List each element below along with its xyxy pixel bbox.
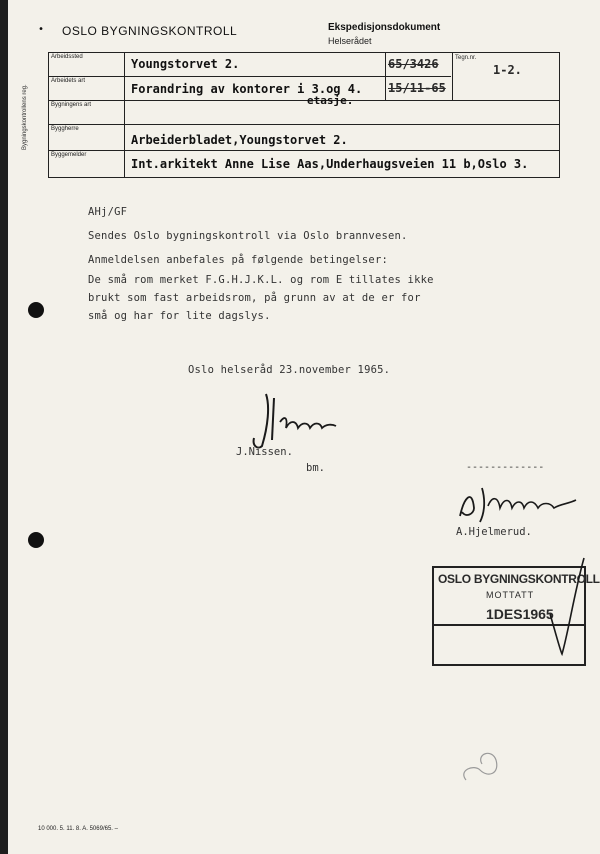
stamp-received: MOTTATT xyxy=(486,590,535,600)
stamp-org: OSLO BYGNINGSKONTROLL xyxy=(438,572,600,586)
label-arbeidssted: Arbeidssted xyxy=(49,53,125,77)
body-line-3: De små rom merket F.G.H.J.K.L. og rom E tillates ikke xyxy=(88,274,434,286)
tegn-label: Tegn.nr. xyxy=(455,55,477,61)
signature-hjelmerud xyxy=(454,478,584,528)
body-line-5: små og har for lite dagslys. xyxy=(88,310,271,322)
label-byggemelder: Byggemelder xyxy=(49,151,125,177)
body-line-2: Anmeldelsen anbefales på følgende betingelser: xyxy=(88,254,388,266)
signature-left-name: J.Nissen. xyxy=(236,446,293,458)
tegn-value: 1-2. xyxy=(493,63,522,77)
punch-hole xyxy=(28,532,44,548)
punch-hole xyxy=(28,302,44,318)
form-table xyxy=(48,52,560,178)
document-type: Ekspedisjonsdokument xyxy=(328,22,441,33)
handwritten-mark xyxy=(456,740,506,790)
signature-dash-line: ------------- xyxy=(466,462,545,473)
label-arbeidets-art: Arbeidets art xyxy=(49,77,125,101)
stamp-pen-mark xyxy=(548,554,588,664)
print-code: 10 000. 5. 11. 8. A. 5069/65. – xyxy=(38,826,118,832)
header-mark: • xyxy=(38,24,45,35)
signature-right-name: A.Hjelmerud. xyxy=(456,526,532,538)
body-line-4: brukt som fast arbeidsrom, på grunn av at de er for xyxy=(88,292,421,304)
value-arbeidets-art: Forandring av kontorer i 3.og 4. xyxy=(131,82,363,96)
reference: AHj/GF xyxy=(88,206,128,218)
value-arbeidssted: Youngstorvet 2. xyxy=(131,57,240,71)
signature-left-title: bm. xyxy=(306,462,325,474)
value-arbeidets-art-cont: etasje. xyxy=(307,94,354,107)
value-byggemelder: Int.arkitekt Anne Lise Aas,Underhaugsveien 11 b,Oslo 3. xyxy=(131,157,529,171)
case-number-cell xyxy=(385,53,453,101)
body-line-1: Sendes Oslo bygningskontroll via Oslo brannvesen. xyxy=(88,230,408,242)
stamp-date: 1DES1965 xyxy=(486,606,554,622)
date-reference: 15/11-65 xyxy=(388,81,446,95)
department: Helserådet xyxy=(328,36,372,46)
side-label: Bygningskontrollens reg. xyxy=(22,84,28,150)
case-number: 65/3426 xyxy=(388,57,439,71)
label-byggherre: Byggherre xyxy=(49,125,125,151)
label-bygningens-art: Bygningens art xyxy=(49,101,125,125)
value-byggherre: Arbeiderbladet,Youngstorvet 2. xyxy=(131,133,348,147)
organization-name: OSLO BYGNINGSKONTROLL xyxy=(62,24,238,38)
place-date: Oslo helseråd 23.november 1965. xyxy=(188,364,391,376)
document-page xyxy=(8,0,600,854)
